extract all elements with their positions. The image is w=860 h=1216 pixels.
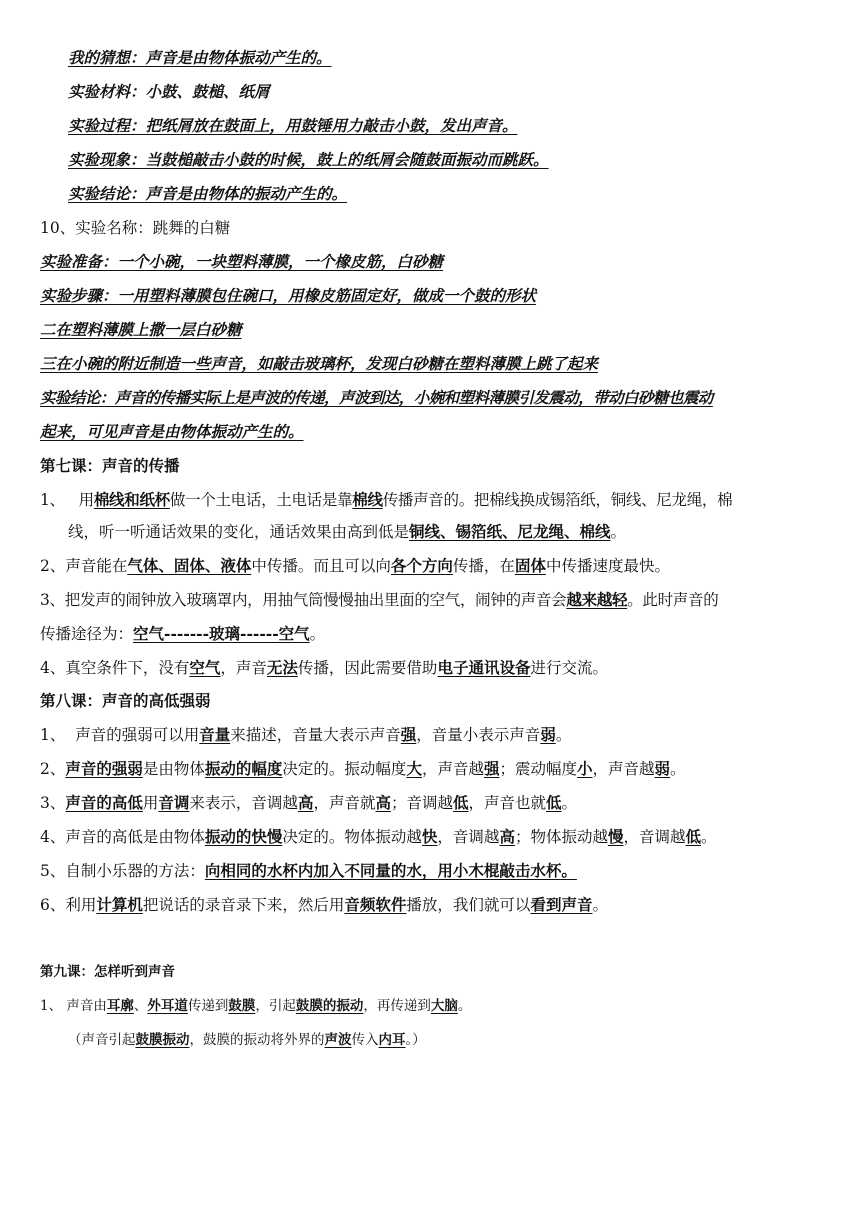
key-term: 鼓膜振动 — [135, 1032, 190, 1048]
key-term: 大 — [406, 759, 422, 778]
exp10-title: 10、实验名称：跳舞的白糖 — [40, 219, 231, 237]
text: 决定的。物体振动越 — [282, 828, 422, 846]
exp10-step1: 实验步骤：一用塑料薄膜包住碗口，用橡皮筋固定好，做成一个鼓的形状 — [40, 286, 537, 305]
text: 。 — [610, 523, 627, 541]
key-term: 耳廓 — [106, 998, 134, 1014]
text: 传播声音的。把棉线换成锡箔纸，铜线、尼龙绳，棉 — [382, 491, 733, 509]
text: 3、把发声的闹钟放入玻璃罩内，用抽气筒慢慢抽出里面的空气，闹钟的声音会 — [40, 591, 567, 609]
key-term: 弱 — [540, 725, 556, 744]
text: ；震动幅度 — [499, 760, 577, 778]
lesson7-item1-line1 — [40, 490, 732, 510]
key-term: 音调 — [158, 793, 190, 812]
text: 2、 — [40, 760, 66, 778]
text: ；音调越 — [390, 794, 453, 812]
text: 线，听一听通话效果的变化，通话效果由高到低是 — [68, 523, 410, 541]
key-term: 外耳道 — [147, 998, 188, 1014]
phenomenon-line: 实验现象：当鼓槌敲击小鼓的时候，鼓上的纸屑会随鼓面振动而跳跃。 — [68, 150, 549, 169]
text: 。 — [561, 794, 578, 812]
lesson9-title: 第九课：怎样听到声音 — [40, 964, 175, 980]
lesson9-note — [68, 1030, 426, 1050]
materials-line: 实验材料：小鼓、鼓槌、纸屑 — [68, 82, 270, 101]
key-term: 低 — [453, 793, 469, 812]
key-term: 气体、固体、液体 — [127, 556, 252, 575]
item-number: 1、 — [40, 491, 65, 509]
key-term: 高 — [297, 793, 314, 812]
key-term: 慢 — [607, 827, 624, 846]
text: 、 — [133, 998, 148, 1014]
text: ，声音越 — [421, 760, 484, 778]
item-number: 1、 — [40, 726, 66, 744]
text: 传播，因此需要借助 — [297, 659, 438, 677]
text: （声音引起 — [68, 1032, 136, 1048]
key-term: 大脑 — [430, 998, 458, 1014]
text: 。 — [701, 828, 717, 846]
key-term: 振动的快慢 — [204, 827, 283, 846]
lesson8-item5 — [40, 861, 577, 881]
key-term: 振动的幅度 — [204, 759, 283, 778]
text: 来描述，音量大表示声音 — [230, 726, 401, 744]
text: 播放，我们就可以 — [406, 896, 531, 914]
text: ，再传递到 — [363, 998, 431, 1014]
key-term: 低 — [685, 827, 702, 846]
text: 。 — [309, 625, 326, 643]
text: 中传播速度最快。 — [545, 557, 670, 575]
key-term: 铜线、锡箔纸、尼龙绳、棉线 — [409, 522, 611, 541]
lesson7-item3-line2 — [40, 624, 325, 644]
text: 。 — [457, 998, 472, 1014]
text: 把说话的录音录下来，然后用 — [142, 896, 345, 914]
key-term: 棉线和纸杯 — [93, 490, 170, 509]
key-term: 低 — [546, 793, 562, 812]
text: ，音调越 — [437, 828, 500, 846]
lesson7-item1-line2 — [68, 522, 626, 542]
text: 做一个土电话，土电话是靠 — [169, 491, 353, 509]
key-term: 无法 — [266, 658, 298, 677]
text: 传递到 — [187, 998, 229, 1014]
text: 用 — [142, 794, 159, 812]
text: ，音量小表示声音 — [416, 726, 541, 744]
text: 。 — [670, 760, 686, 778]
text: 用 — [78, 491, 94, 509]
key-term: 看到声音 — [530, 895, 593, 914]
lesson7-title: 第七课：声音的传播 — [40, 456, 180, 475]
text: 4、真空条件下，没有 — [40, 659, 190, 677]
text: 进行交流。 — [530, 659, 608, 677]
key-term: 内耳 — [378, 1032, 406, 1048]
exp10-conclusion-2: 起来，可见声音是由物体振动产生的。 — [40, 422, 304, 441]
key-term: 声音的高低 — [65, 793, 143, 812]
lesson7-item2 — [40, 556, 670, 576]
text: 传播，在 — [452, 557, 515, 575]
text: 是由物体 — [142, 760, 205, 778]
lesson9-item1 — [40, 996, 471, 1016]
text: 传播途径为： — [40, 625, 134, 643]
text: ，声音就 — [313, 794, 376, 812]
key-term: 高 — [499, 827, 515, 846]
text: 6、利用 — [40, 896, 97, 914]
exp10-prep: 实验准备：一个小碗，一块塑料薄膜，一个橡皮筋，白砂糖 — [40, 252, 444, 271]
key-term: 小 — [577, 759, 593, 778]
text: 1、 声音由 — [40, 998, 107, 1014]
lesson8-item6 — [40, 895, 608, 915]
text: 3、 — [40, 794, 66, 812]
text: 来表示，音调越 — [189, 794, 298, 812]
text: 。此时声音的 — [627, 591, 719, 609]
text: 中传播。而且可以向 — [251, 557, 391, 575]
key-term: 固体 — [514, 556, 546, 575]
text: ，声音也就 — [468, 794, 547, 812]
exp10-step3: 三在小碗的附近制造一些声音，如敲击玻璃杯，发现白砂糖在塑料薄膜上跳了起来 — [40, 354, 599, 373]
key-term: 强 — [400, 725, 417, 744]
text: 。 — [555, 726, 572, 744]
key-term: 高 — [375, 793, 391, 812]
text: 。 — [592, 896, 608, 914]
key-term: 声音的强弱 — [65, 759, 143, 778]
key-term: 越来越轻 — [566, 590, 628, 609]
key-term: 空气-------玻璃------空气 — [133, 624, 310, 643]
text: ，声音 — [220, 659, 267, 677]
lesson8-item2 — [40, 759, 686, 779]
lesson8-title: 第八课：声音的高低强弱 — [40, 691, 211, 710]
lesson7-item3-line1 — [40, 590, 718, 610]
lesson7-item4 — [40, 658, 608, 678]
text: 传入 — [351, 1032, 379, 1048]
key-term: 强 — [483, 759, 500, 778]
text: 4、声音的高低是由物体 — [40, 828, 205, 846]
text: 决定的。振动幅度 — [282, 760, 407, 778]
key-term: 计算机 — [96, 895, 143, 914]
lesson8-item4 — [40, 827, 717, 847]
key-term: 音频软件 — [344, 895, 407, 914]
text: 2、声音能在 — [40, 557, 128, 575]
text: 。） — [405, 1032, 426, 1048]
process-line: 实验过程：把纸屑放在鼓面上，用鼓锤用力敲击小鼓，发出声音。 — [68, 116, 518, 135]
text: ，鼓膜的振动将外界的 — [189, 1032, 325, 1048]
exp10-conclusion-1: 实验结论：声音的传播实际上是声波的传递，声波到达，小婉和塑料薄膜引发震动，带动白砂糖也震动 — [40, 388, 713, 407]
key-term: 弱 — [654, 759, 671, 778]
text: 声音的强弱可以用 — [75, 726, 200, 744]
text: ，引起 — [255, 998, 296, 1014]
key-term: 快 — [421, 827, 438, 846]
lesson8-item1 — [40, 725, 571, 745]
text: ；物体振动越 — [514, 828, 608, 846]
key-term: 电子通讯设备 — [437, 658, 531, 677]
text: 5、自制小乐器的方法： — [40, 862, 205, 880]
text: ，音调越 — [623, 828, 686, 846]
lesson8-item3 — [40, 793, 577, 813]
guess-line: 我的猜想：声音是由物体振动产生的。 — [68, 48, 332, 67]
conclusion-line: 实验结论：声音是由物体的振动产生的。 — [68, 184, 348, 203]
key-term: 鼓膜的振动 — [295, 998, 364, 1014]
key-term: 棉线 — [352, 490, 383, 509]
key-term: 各个方向 — [390, 556, 453, 575]
key-term: 声波 — [324, 1032, 352, 1048]
key-term: 鼓膜 — [228, 998, 256, 1014]
exp10-step2: 二在塑料薄膜上撒一层白砂糖 — [40, 320, 242, 339]
key-term: 音量 — [199, 725, 231, 744]
key-term: 空气 — [189, 658, 221, 677]
text: ，声音越 — [592, 760, 655, 778]
key-term: 向相同的水杯内加入不同量的水，用小木棍敲击水杯。 — [204, 861, 577, 880]
